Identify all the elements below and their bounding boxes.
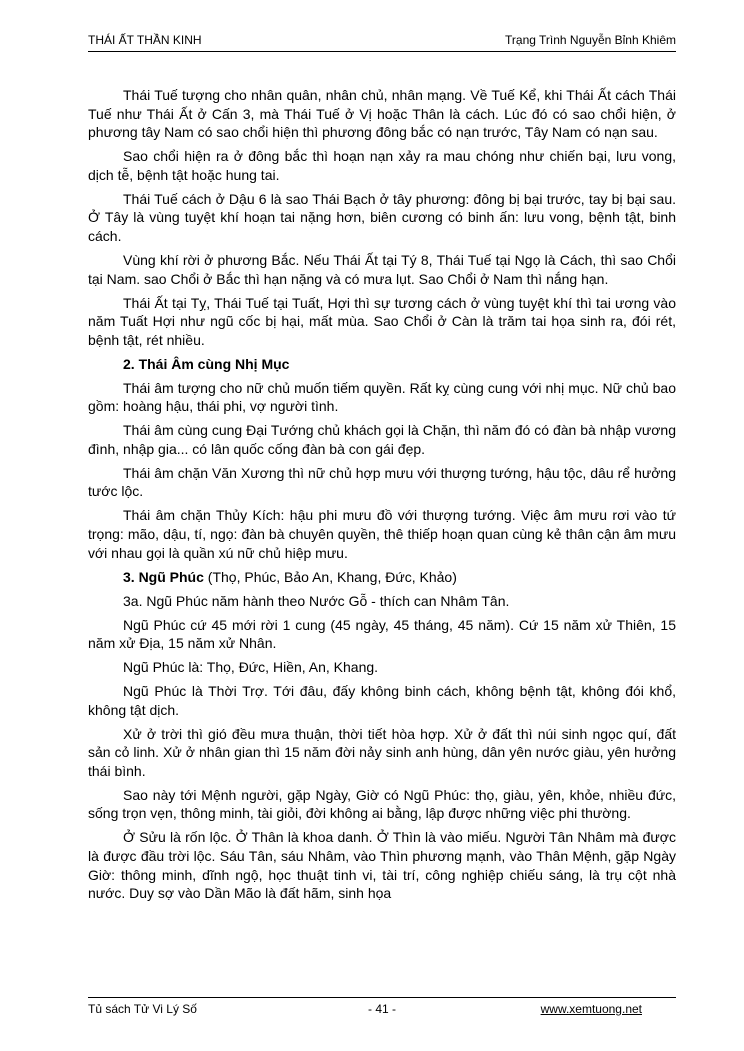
paragraph: Thái âm chặn Thủy Kích: hậu phi mưu đồ với thượng tướng. Việc âm mưu rơi vào tứ trọng: mão, dậu, tí, ngọ: đàn bà chuyên quyền, thê thiếp hoạn quan cùng kẻ thân cận âm mưu với nhau gọi là quần xú nữ chủ hiệp mưu.	[88, 507, 676, 561]
header-rule	[88, 51, 676, 52]
paragraph: Thái âm chặn Văn Xương thì nữ chủ hợp mưu với thượng tướng, hậu tộc, dâu rể hưởng tước lộc.	[88, 464, 676, 500]
section-heading-3-rest: (Thọ, Phúc, Bảo An, Khang, Đức, Khảo)	[203, 568, 457, 585]
section-heading-3	[88, 568, 676, 587]
paragraph: Ngũ Phúc là: Thọ, Đức, Hiền, An, Khang.	[123, 659, 379, 676]
paragraph: Thái âm cùng cung Đại Tướng chủ khách gọi là Chặn, thì năm đó có đàn bà nhập vương đình, nhập gia... có lân quốc cống đàn bà con gái đẹp.	[88, 422, 676, 457]
footer-series: Tủ sách Tử Vi Lý Số	[88, 1002, 197, 1016]
page-header	[88, 33, 676, 49]
paragraph: 3a. Ngũ Phúc năm hành theo Nước Gỗ - thích can Nhâm Tân.	[123, 592, 510, 609]
paragraph: Thái Tuế tượng cho nhân quân, nhân chủ, nhân mạng. Về Tuế Kể, khi Thái Ất cách Thái Tuế như Thái Ất ở Cấn 3, mà Thái Tuế ở Vị hoặc Thân là cách. Lúc đó có sao chổi hiện, ở phương tây Nam có sao chổi hiện thì phương đông bắc có nạn trước, Tây Nam có nạn sau.	[88, 87, 676, 141]
paragraph: Vùng khí rời ở phương Bắc. Nếu Thái Ất tại Tý 8, Thái Tuế tại Ngọ là Cách, thì sao Chổi tại Nam. sao Chổi ở Bắc thì hạn nặng và có mưa lụt. Sao Chổi ở Nam thì nắng hạn.	[88, 251, 676, 287]
page-content	[88, 86, 676, 908]
paragraph: Ngũ Phúc cứ 45 mới rời 1 cung (45 ngày, 45 tháng, 45 năm). Cứ 15 năm xử Thiên, 15 năm xử Địa, 15 năm xử Nhân.	[88, 616, 676, 652]
footer-rule	[88, 997, 676, 998]
page-footer	[88, 1002, 676, 1018]
page-number: - 41 -	[368, 1002, 397, 1016]
section-heading-3-bold: 3. Ngũ Phúc	[123, 568, 204, 585]
paragraph: Sao này tới Mệnh người, gặp Ngày, Giờ có Ngũ Phúc: thọ, giàu, yên, khỏe, nhiều đức, sống trọn vẹn, thông minh, tài giỏi, đời không ai bằng, lập được những việc phi thường.	[88, 786, 676, 822]
paragraph: Thái Tuế cách ở Dậu 6 là sao Thái Bạch ở tây phương: đông bị bại trước, tay bị bại sau. Ở Tây là vùng tuyệt khí hoạn tai nặng hơn, biên cương có binh ấn: lưu vong, bệnh tật, binh cách.	[88, 190, 676, 244]
paragraph: Thái Ất tại Tỵ, Thái Tuế tại Tuất, Hợi thì sự tương cách ở vùng tuyệt khí thì tai ương vào năm Tuất Hợi như ngũ cốc bị hại, mất mùa. Sao Chổi ở Càn là trăm tai họa sinh ra, đói rét, bệnh tật, rét nhiều.	[88, 294, 676, 348]
header-author: Trạng Trình Nguyễn Bỉnh Khiêm	[505, 33, 676, 47]
paragraph: Thái âm tượng cho nữ chủ muốn tiếm quyền. Rất kỵ cùng cung với nhị mục. Nữ chủ bao gồm: hoàng hậu, thái phi, vợ người tình.	[88, 379, 676, 415]
footer-website-link[interactable]: www.xemtuong.net	[540, 1002, 642, 1016]
section-heading-2: 2. Thái Âm cùng Nhị Mục	[123, 355, 290, 372]
paragraph: Sao chổi hiện ra ở đông bắc thì hoạn nạn xảy ra mau chóng như chiến bại, lưu vong, dịch tễ, bệnh tật hoặc hung tai.	[88, 148, 676, 183]
paragraph: Xử ở trời thì gió đều mưa thuận, thời tiết hòa hợp. Xử ở đất thì núi sinh ngọc quí, đất sản cỏ linh. Xử ở nhân gian thì 15 năm đời nảy sinh anh hùng, dân yên nước giàu, yên hưởng thái bình.	[88, 725, 676, 779]
paragraph: Ở Sửu là rốn lộc. Ở Thân là khoa danh. Ở Thìn là vào miếu. Người Tân Nhâm mà được là được đầu trời lộc. Sáu Tân, sáu Nhâm, vào Thìn phương mạnh, vào Thân Mệnh, gặp Ngày Giờ: thông minh, dĩnh ngộ, học thuật tinh vi, tài trí, công nghiệp chiếu sáng, là trụ cột nhà nước. Duy sợ vào Dần Mão là đất hãm, sinh họa	[88, 829, 676, 902]
header-book-title: THÁI ẤT THẦN KINH	[88, 33, 202, 47]
paragraph: Ngũ Phúc là Thời Trợ. Tới đâu, đấy không binh cách, không bệnh tật, không đói khổ, không tật dịch.	[88, 683, 676, 718]
